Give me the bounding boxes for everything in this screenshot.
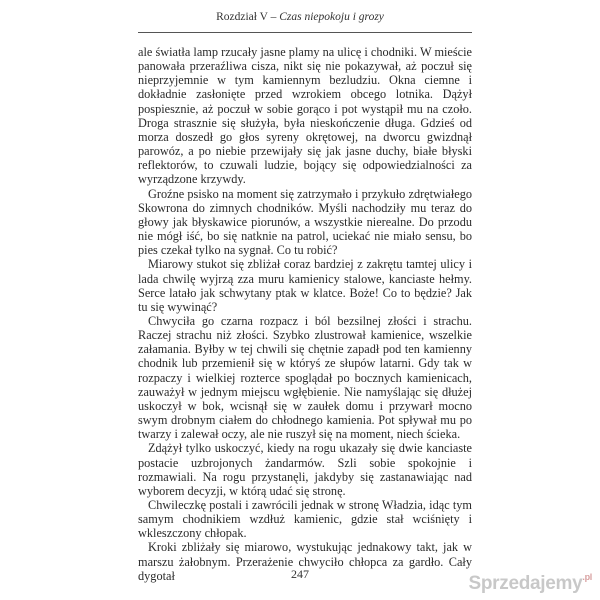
header-rule <box>138 32 472 33</box>
paragraph: ale światła lamp rzucały jasne plamy na ulicę i chodniki. W mieście panowała przeraźliwa cisza, nikt się nie pokazywał, aż poczuł się nieprzyjemnie w tym kamiennym bezludziu. Okna ciemne i dokładnie zasłonięte przed wzrokiem obcego lotnika. Dążył pospiesznie, aż poczuł w sobie gorąco i pot wystąpił mu na czoło. Droga strasznie się służyła, była nieskończenie długa. Gdzieś od morza doszedł go głos syreny okrętowej, na dworcu gwizdnął parowóz, a po niebie przewijały się jak jasne duchy, białe błyski reflektorów, to czuwali ludzie, bojący się odpowiedzialności za wyrządzone krzywdy. <box>138 45 472 187</box>
paragraph: Chwyciła go czarna rozpacz i ból bezsilnej złości i strachu. Raczej strachu niż złości. Szybko zlustrował kamienice, wszelkie załamania. Byłby w tej chwili się chętnie zapadł pod ten kamienny chodnik lub przemienił się w któryś ze słupów latarni. Gdy tak w rozpaczy i wielkiej rozterce spoglądał po bocznych kamienicach, zauważył w jednym miejscu wgłębienie. Nie namyślając się dłużej uskoczył w bok, wcisnął się w zaułek domu i przywarł mocno swym drobnym ciałem do chłodnego kamienia. Pot spływał mu po twarzy i zalewał oczy, ale nie ruszył się na moment, niech ścieka. <box>138 313 472 442</box>
chapter-number: Rozdział V – <box>216 11 280 23</box>
watermark-suffix: .pl <box>582 572 592 582</box>
running-header <box>0 11 600 23</box>
paragraph: Chwileczkę postali i zawrócili jednak w stronę Władzia, idąc tym samym chodnikiem wzdłuż kamienic, gdzie stał wciśnięty i wkleszczony chłopak. <box>138 498 472 541</box>
chapter-title: Czas niepokoju i grozy <box>279 11 384 23</box>
page-number: 247 <box>291 567 309 581</box>
paragraph: Groźne psisko na moment się zatrzymało i przykuło zdrętwiałego Skowrona do zimnych chodników. Myśli nachodziły mu teraz do głowy jak błyskawice piorunów, a wszystkie nierealne. Do przodu nie mógł iść, bo się natknie na patrol, uciekać nie miało sensu, bo pies czekał tylko na sygnał. Co tu robić? <box>138 186 472 258</box>
watermark-logo <box>468 572 592 595</box>
watermark-text: Sprzedajemy <box>468 573 583 594</box>
paragraph: Miarowy stukot się zbliżał coraz bardziej z zakrętu tamtej ulicy i lada chwilę wyjrzą zza muru kamienicy stalowe, kanciaste hełmy. Serce latało jak schwytany ptak w klatce. Boże! Co to będzie? Jak tu się wywinąć? <box>138 257 472 314</box>
body-text <box>138 45 472 583</box>
paragraph: Kroki zbliżały się miarowo, wystukując jednakowy takt, jak w marszu żałobnym. Przerażenie chwyciło chłopca za gardło. Cały dygotał <box>138 540 472 583</box>
paragraph: Zdążył tylko uskoczyć, kiedy na rogu ukazały się dwie kanciaste postacie uzbrojonych żandarmów. Szli sobie spokojnie i rozmawiali. Na rogu przystanęli, jakdyby się zastanawiając nad wyborem decyzji, w którą udać się stronę. <box>138 441 472 498</box>
